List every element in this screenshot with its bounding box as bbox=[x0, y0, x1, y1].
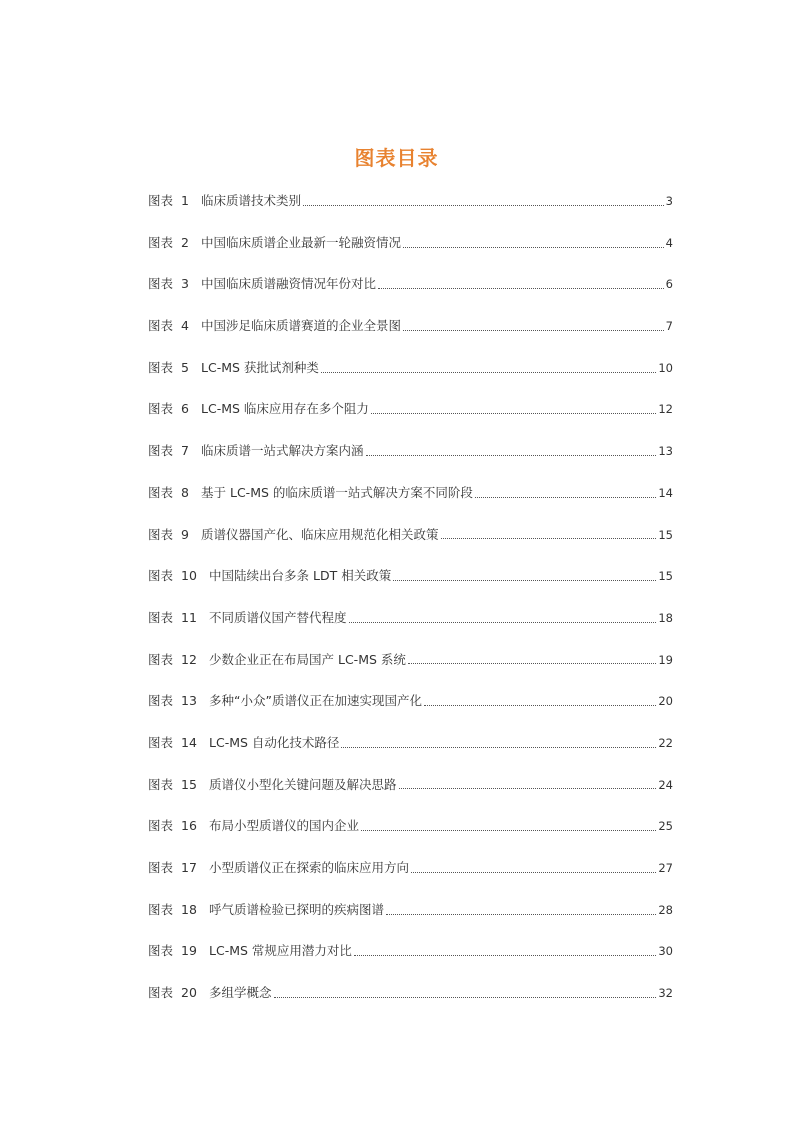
toc-entry-title: 质谱仪小型化关键问题及解决思路 bbox=[209, 776, 397, 792]
toc-entry[interactable] bbox=[148, 305, 673, 347]
toc-leader-dots bbox=[424, 695, 656, 707]
toc-entry-title: LC-MS 自动化技术路径 bbox=[209, 734, 340, 750]
toc-entry-page: 25 bbox=[658, 819, 673, 834]
toc-entry-number: 15 bbox=[181, 776, 197, 792]
toc-entry[interactable] bbox=[148, 430, 673, 472]
toc-list bbox=[148, 180, 673, 1014]
toc-entry-title: 布局小型质谱仪的国内企业 bbox=[209, 818, 360, 834]
toc-entry[interactable] bbox=[148, 263, 673, 305]
toc-entry[interactable] bbox=[148, 972, 673, 1014]
toc-leader-dots bbox=[386, 904, 656, 916]
toc-entry-page: 10 bbox=[658, 360, 673, 375]
toc-entry-title: 小型质谱仪正在探索的临床应用方向 bbox=[209, 860, 410, 875]
toc-entry-title: LC-MS 临床应用存在多个阻力 bbox=[201, 401, 369, 417]
toc-entry-title: 多种“小众”质谱仪正在加速实现国产化 bbox=[209, 693, 422, 709]
toc-entry-title: 呼气质谱检验已探明的疾病图谱 bbox=[209, 901, 385, 917]
toc-entry-page: 32 bbox=[658, 986, 673, 1001]
toc-entry-prefix: 图表 bbox=[148, 443, 174, 459]
toc-entry-number: 10 bbox=[181, 568, 197, 584]
toc-entry-page: 4 bbox=[665, 235, 673, 250]
toc-leader-dots bbox=[441, 528, 657, 540]
page-title: 图表目录 bbox=[354, 146, 439, 170]
toc-entry[interactable] bbox=[148, 514, 673, 556]
toc-entry-prefix: 图表 bbox=[148, 943, 174, 959]
toc-entry-number: 18 bbox=[181, 901, 197, 917]
toc-entry[interactable] bbox=[148, 722, 673, 764]
toc-entry-page: 12 bbox=[658, 402, 673, 417]
toc-entry-prefix: 图表 bbox=[148, 193, 174, 208]
toc-entry[interactable] bbox=[148, 347, 673, 389]
toc-leader-dots bbox=[321, 362, 656, 374]
toc-entry-page: 15 bbox=[658, 527, 673, 542]
toc-entry-number: 16 bbox=[181, 818, 197, 834]
toc-entry-prefix: 图表 bbox=[148, 734, 174, 750]
toc-entry-number: 2 bbox=[181, 234, 189, 250]
toc-leader-dots bbox=[393, 570, 656, 582]
toc-entry-number: 5 bbox=[181, 359, 189, 375]
toc-leader-dots bbox=[411, 862, 656, 874]
toc-entry-title: 少数企业正在布局国产 LC-MS 系统 bbox=[209, 651, 406, 667]
toc-entry[interactable] bbox=[148, 847, 673, 889]
toc-entry-page: 6 bbox=[665, 277, 673, 292]
toc-leader-dots bbox=[403, 237, 664, 249]
toc-leader-dots bbox=[303, 195, 664, 207]
toc-leader-dots bbox=[475, 487, 656, 499]
toc-entry[interactable] bbox=[148, 930, 673, 972]
toc-entry[interactable] bbox=[148, 805, 673, 847]
toc-entry-title: 多组学概念 bbox=[209, 985, 272, 1001]
toc-entry-prefix: 图表 bbox=[148, 234, 174, 250]
toc-entry-title: 中国陆续出台多条 LDT 相关政策 bbox=[209, 568, 392, 584]
toc-entry[interactable] bbox=[148, 472, 673, 514]
toc-entry-title: LC-MS 获批试剂种类 bbox=[201, 359, 319, 375]
toc-entry-title: 中国涉足临床质谱赛道的企业全景图 bbox=[201, 318, 402, 334]
toc-entry-title: 质谱仪器国产化、临床应用规范化相关政策 bbox=[201, 526, 439, 542]
toc-leader-dots bbox=[403, 320, 664, 332]
toc-leader-dots bbox=[354, 945, 656, 957]
toc-entry[interactable] bbox=[148, 680, 673, 722]
toc-entry-title: 不同质谱仪国产替代程度 bbox=[209, 609, 347, 625]
toc-entry-title: 中国临床质谱企业最新一轮融资情况 bbox=[201, 234, 402, 250]
toc-entry-prefix: 图表 bbox=[148, 609, 174, 625]
toc-entry-page: 18 bbox=[658, 610, 673, 625]
toc-entry-page: 15 bbox=[658, 569, 673, 584]
toc-entry-prefix: 图表 bbox=[148, 568, 174, 584]
toc-entry-number: 4 bbox=[181, 318, 189, 334]
toc-entry-prefix: 图表 bbox=[148, 359, 174, 375]
toc-entry-prefix: 图表 bbox=[148, 651, 174, 667]
toc-entry-page: 14 bbox=[658, 485, 673, 500]
toc-entry-number: 1 bbox=[181, 193, 189, 208]
toc-entry-number: 11 bbox=[181, 609, 197, 625]
toc-entry[interactable] bbox=[148, 555, 673, 597]
toc-entry[interactable] bbox=[148, 222, 673, 264]
toc-entry-number: 19 bbox=[181, 943, 197, 959]
toc-entry-title: 临床质谱技术类别 bbox=[201, 193, 302, 208]
toc-entry-prefix: 图表 bbox=[148, 318, 174, 334]
toc-entry-title: 基于 LC-MS 的临床质谱一站式解决方案不同阶段 bbox=[201, 484, 473, 500]
toc-leader-dots bbox=[371, 403, 656, 415]
toc-entry-page: 7 bbox=[665, 319, 673, 334]
toc-entry[interactable] bbox=[148, 597, 673, 639]
toc-leader-dots bbox=[378, 278, 664, 290]
toc-entry-number: 12 bbox=[181, 651, 197, 667]
toc-entry-prefix: 图表 bbox=[148, 776, 174, 792]
toc-leader-dots bbox=[349, 612, 657, 624]
toc-entry[interactable] bbox=[148, 388, 673, 430]
toc-entry-prefix: 图表 bbox=[148, 985, 174, 1001]
toc-entry[interactable] bbox=[148, 889, 673, 931]
toc-leader-dots bbox=[399, 778, 657, 790]
toc-entry-number: 20 bbox=[181, 985, 197, 1001]
toc-entry-title: LC-MS 常规应用潜力对比 bbox=[209, 943, 352, 959]
toc-entry-title: 中国临床质谱融资情况年份对比 bbox=[201, 276, 377, 292]
toc-leader-dots bbox=[408, 653, 656, 665]
toc-leader-dots bbox=[341, 737, 656, 749]
toc-entry-prefix: 图表 bbox=[148, 401, 174, 417]
toc-leader-dots bbox=[366, 445, 657, 457]
toc-entry-prefix: 图表 bbox=[148, 484, 174, 500]
toc-entry-page: 19 bbox=[658, 652, 673, 667]
toc-entry-prefix: 图表 bbox=[148, 276, 174, 292]
toc-entry-number: 17 bbox=[181, 860, 197, 875]
toc-entry-page: 13 bbox=[658, 444, 673, 459]
toc-entry[interactable] bbox=[148, 764, 673, 806]
toc-leader-dots bbox=[361, 820, 656, 832]
toc-entry-page: 3 bbox=[665, 194, 673, 208]
toc-entry-page: 22 bbox=[658, 735, 673, 750]
toc-entry-number: 13 bbox=[181, 693, 197, 709]
toc-entry-number: 8 bbox=[181, 484, 189, 500]
toc-entry-number: 7 bbox=[181, 443, 189, 459]
toc-entry-title: 临床质谱一站式解决方案内涵 bbox=[201, 443, 364, 459]
toc-entry-prefix: 图表 bbox=[148, 818, 174, 834]
toc-entry-page: 28 bbox=[658, 902, 673, 917]
toc-entry-number: 6 bbox=[181, 401, 189, 417]
toc-entry-prefix: 图表 bbox=[148, 693, 174, 709]
toc-entry-page: 24 bbox=[658, 777, 673, 792]
toc-entry-prefix: 图表 bbox=[148, 901, 174, 917]
toc-leader-dots bbox=[274, 987, 657, 999]
toc-entry-prefix: 图表 bbox=[148, 860, 174, 875]
toc-entry-number: 3 bbox=[181, 276, 189, 292]
toc-entry-page: 30 bbox=[658, 944, 673, 959]
toc-entry-prefix: 图表 bbox=[148, 526, 174, 542]
toc-entry[interactable] bbox=[148, 180, 673, 222]
toc-entry[interactable] bbox=[148, 639, 673, 681]
toc-entry-number: 9 bbox=[181, 526, 189, 542]
toc-entry-page: 20 bbox=[658, 694, 673, 709]
toc-entry-number: 14 bbox=[181, 734, 197, 750]
toc-entry-page: 27 bbox=[658, 861, 673, 875]
